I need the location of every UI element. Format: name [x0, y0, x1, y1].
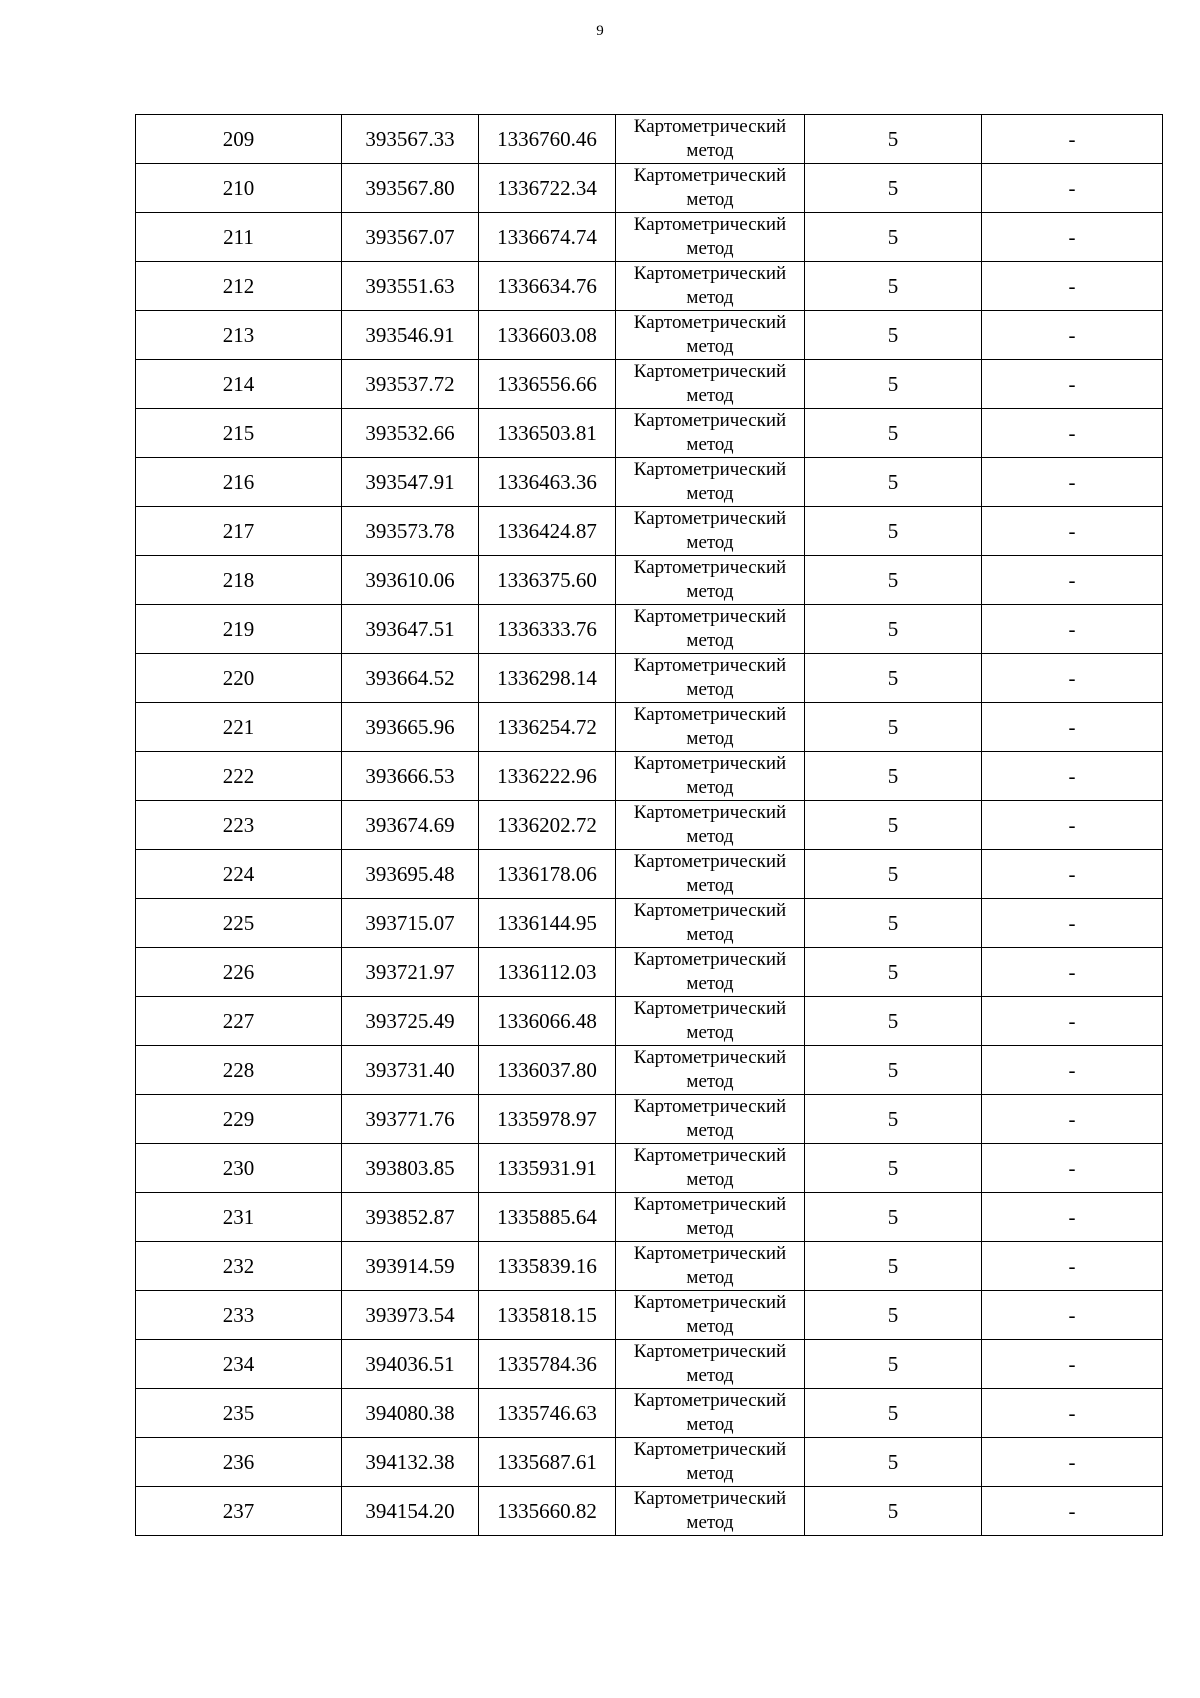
point-number-cell: 231 — [136, 1193, 342, 1242]
method-line-2: метод — [686, 189, 734, 210]
accuracy-cell: 5 — [805, 360, 982, 409]
method-line-1: Картометрический — [633, 1341, 787, 1362]
accuracy-cell: 5 — [805, 164, 982, 213]
x-coordinate-cell: 393715.07 — [342, 899, 479, 948]
y-coordinate-cell: 1336634.76 — [479, 262, 616, 311]
table-row — [136, 1242, 1163, 1291]
accuracy-cell: 5 — [805, 605, 982, 654]
x-coordinate-cell: 393803.85 — [342, 1144, 479, 1193]
table-row — [136, 458, 1163, 507]
method-cell — [616, 507, 805, 556]
method-line-2: метод — [686, 1365, 734, 1386]
accuracy-cell: 5 — [805, 1046, 982, 1095]
note-cell: - — [982, 801, 1163, 850]
note-cell: - — [982, 164, 1163, 213]
method-cell — [616, 409, 805, 458]
table-row — [136, 605, 1163, 654]
method-line-1: Картометрический — [633, 165, 787, 186]
table-row — [136, 1144, 1163, 1193]
method-line-2: метод — [686, 777, 734, 798]
method-line-2: метод — [686, 336, 734, 357]
accuracy-cell: 5 — [805, 899, 982, 948]
accuracy-cell: 5 — [805, 409, 982, 458]
method-cell — [616, 556, 805, 605]
method-cell — [616, 997, 805, 1046]
method-line-1: Картометрический — [633, 1194, 787, 1215]
y-coordinate-cell: 1336760.46 — [479, 115, 616, 164]
point-number-cell: 213 — [136, 311, 342, 360]
table-row — [136, 115, 1163, 164]
note-cell: - — [982, 1438, 1163, 1487]
method-cell — [616, 458, 805, 507]
accuracy-cell: 5 — [805, 1144, 982, 1193]
y-coordinate-cell: 1336424.87 — [479, 507, 616, 556]
note-cell: - — [982, 458, 1163, 507]
method-cell — [616, 262, 805, 311]
method-line-1: Картометрический — [633, 1439, 787, 1460]
method-line-1: Картометрический — [633, 1390, 787, 1411]
point-number-cell: 225 — [136, 899, 342, 948]
method-line-1: Картометрический — [633, 312, 787, 333]
table-row — [136, 262, 1163, 311]
x-coordinate-cell: 393546.91 — [342, 311, 479, 360]
method-line-1: Картометрический — [633, 851, 787, 872]
method-cell — [616, 1340, 805, 1389]
y-coordinate-cell: 1336178.06 — [479, 850, 616, 899]
note-cell: - — [982, 1144, 1163, 1193]
method-line-2: метод — [686, 238, 734, 259]
method-line-2: метод — [686, 287, 734, 308]
method-line-1: Картометрический — [633, 1096, 787, 1117]
method-line-1: Картометрический — [633, 557, 787, 578]
y-coordinate-cell: 1336603.08 — [479, 311, 616, 360]
y-coordinate-cell: 1335687.61 — [479, 1438, 616, 1487]
method-cell — [616, 1144, 805, 1193]
method-line-2: метод — [686, 1218, 734, 1239]
point-number-cell: 211 — [136, 213, 342, 262]
method-line-2: метод — [686, 581, 734, 602]
accuracy-cell: 5 — [805, 752, 982, 801]
method-cell — [616, 654, 805, 703]
point-number-cell: 230 — [136, 1144, 342, 1193]
y-coordinate-cell: 1335978.97 — [479, 1095, 616, 1144]
y-coordinate-cell: 1336463.36 — [479, 458, 616, 507]
point-number-cell: 218 — [136, 556, 342, 605]
table-row — [136, 703, 1163, 752]
method-line-1: Картометрический — [633, 900, 787, 921]
method-line-1: Картометрический — [633, 655, 787, 676]
method-line-2: метод — [686, 1316, 734, 1337]
note-cell: - — [982, 1389, 1163, 1438]
method-line-1: Картометрический — [633, 1292, 787, 1313]
x-coordinate-cell: 394080.38 — [342, 1389, 479, 1438]
method-cell — [616, 752, 805, 801]
point-number-cell: 216 — [136, 458, 342, 507]
accuracy-cell: 5 — [805, 458, 982, 507]
x-coordinate-cell: 394132.38 — [342, 1438, 479, 1487]
method-cell — [616, 1291, 805, 1340]
x-coordinate-cell: 393674.69 — [342, 801, 479, 850]
x-coordinate-cell: 394036.51 — [342, 1340, 479, 1389]
method-cell — [616, 605, 805, 654]
note-cell: - — [982, 1487, 1163, 1536]
method-cell — [616, 360, 805, 409]
y-coordinate-cell: 1336254.72 — [479, 703, 616, 752]
point-number-cell: 222 — [136, 752, 342, 801]
method-line-1: Картометрический — [633, 1145, 787, 1166]
y-coordinate-cell: 1336556.66 — [479, 360, 616, 409]
table-row — [136, 1389, 1163, 1438]
y-coordinate-cell: 1336112.03 — [479, 948, 616, 997]
x-coordinate-cell: 393532.66 — [342, 409, 479, 458]
method-cell — [616, 948, 805, 997]
method-cell — [616, 899, 805, 948]
coordinates-table — [135, 114, 1163, 1536]
note-cell: - — [982, 752, 1163, 801]
y-coordinate-cell: 1336333.76 — [479, 605, 616, 654]
point-number-cell: 234 — [136, 1340, 342, 1389]
table-row — [136, 1487, 1163, 1536]
table-row — [136, 654, 1163, 703]
method-cell — [616, 801, 805, 850]
y-coordinate-cell: 1335746.63 — [479, 1389, 616, 1438]
method-cell — [616, 1095, 805, 1144]
note-cell: - — [982, 556, 1163, 605]
point-number-cell: 221 — [136, 703, 342, 752]
accuracy-cell: 5 — [805, 997, 982, 1046]
x-coordinate-cell: 393647.51 — [342, 605, 479, 654]
note-cell: - — [982, 948, 1163, 997]
accuracy-cell: 5 — [805, 1340, 982, 1389]
method-line-2: метод — [686, 1267, 734, 1288]
table-row — [136, 409, 1163, 458]
method-line-2: метод — [686, 973, 734, 994]
note-cell: - — [982, 1242, 1163, 1291]
method-line-2: метод — [686, 1414, 734, 1435]
method-line-2: метод — [686, 679, 734, 700]
y-coordinate-cell: 1336674.74 — [479, 213, 616, 262]
accuracy-cell: 5 — [805, 801, 982, 850]
accuracy-cell: 5 — [805, 1193, 982, 1242]
point-number-cell: 223 — [136, 801, 342, 850]
point-number-cell: 232 — [136, 1242, 342, 1291]
x-coordinate-cell: 393973.54 — [342, 1291, 479, 1340]
method-cell — [616, 1193, 805, 1242]
y-coordinate-cell: 1335660.82 — [479, 1487, 616, 1536]
method-line-2: метод — [686, 532, 734, 553]
accuracy-cell: 5 — [805, 556, 982, 605]
y-coordinate-cell: 1335931.91 — [479, 1144, 616, 1193]
note-cell: - — [982, 997, 1163, 1046]
x-coordinate-cell: 393573.78 — [342, 507, 479, 556]
y-coordinate-cell: 1336722.34 — [479, 164, 616, 213]
y-coordinate-cell: 1336503.81 — [479, 409, 616, 458]
x-coordinate-cell: 393852.87 — [342, 1193, 479, 1242]
accuracy-cell: 5 — [805, 1242, 982, 1291]
accuracy-cell: 5 — [805, 1389, 982, 1438]
y-coordinate-cell: 1336144.95 — [479, 899, 616, 948]
method-line-1: Картометрический — [633, 704, 787, 725]
table-row — [136, 899, 1163, 948]
table-row — [136, 850, 1163, 899]
y-coordinate-cell: 1335818.15 — [479, 1291, 616, 1340]
accuracy-cell: 5 — [805, 1095, 982, 1144]
y-coordinate-cell: 1336202.72 — [479, 801, 616, 850]
x-coordinate-cell: 393664.52 — [342, 654, 479, 703]
table-row — [136, 752, 1163, 801]
note-cell: - — [982, 409, 1163, 458]
accuracy-cell: 5 — [805, 948, 982, 997]
method-line-2: метод — [686, 1169, 734, 1190]
method-cell — [616, 703, 805, 752]
y-coordinate-cell: 1336298.14 — [479, 654, 616, 703]
point-number-cell: 214 — [136, 360, 342, 409]
method-cell — [616, 1389, 805, 1438]
method-line-1: Картометрический — [633, 263, 787, 284]
table-row — [136, 1438, 1163, 1487]
x-coordinate-cell: 393567.80 — [342, 164, 479, 213]
method-line-2: метод — [686, 483, 734, 504]
method-line-2: метод — [686, 1512, 734, 1533]
method-cell — [616, 1046, 805, 1095]
table-row — [136, 801, 1163, 850]
point-number-cell: 220 — [136, 654, 342, 703]
table-row — [136, 997, 1163, 1046]
table-row — [136, 1193, 1163, 1242]
point-number-cell: 236 — [136, 1438, 342, 1487]
x-coordinate-cell: 393665.96 — [342, 703, 479, 752]
point-number-cell: 210 — [136, 164, 342, 213]
y-coordinate-cell: 1336037.80 — [479, 1046, 616, 1095]
method-line-1: Картометрический — [633, 410, 787, 431]
table-row — [136, 311, 1163, 360]
method-cell — [616, 213, 805, 262]
accuracy-cell: 5 — [805, 850, 982, 899]
method-line-2: метод — [686, 1022, 734, 1043]
note-cell: - — [982, 654, 1163, 703]
method-cell — [616, 850, 805, 899]
note-cell: - — [982, 1291, 1163, 1340]
x-coordinate-cell: 393695.48 — [342, 850, 479, 899]
x-coordinate-cell: 394154.20 — [342, 1487, 479, 1536]
method-line-1: Картометрический — [633, 459, 787, 480]
point-number-cell: 237 — [136, 1487, 342, 1536]
x-coordinate-cell: 393771.76 — [342, 1095, 479, 1144]
accuracy-cell: 5 — [805, 115, 982, 164]
table-row — [136, 1340, 1163, 1389]
table-row — [136, 360, 1163, 409]
table-row — [136, 1095, 1163, 1144]
accuracy-cell: 5 — [805, 1291, 982, 1340]
point-number-cell: 224 — [136, 850, 342, 899]
method-line-2: метод — [686, 1463, 734, 1484]
point-number-cell: 219 — [136, 605, 342, 654]
method-line-1: Картометрический — [633, 214, 787, 235]
method-line-1: Картометрический — [633, 998, 787, 1019]
point-number-cell: 235 — [136, 1389, 342, 1438]
x-coordinate-cell: 393567.33 — [342, 115, 479, 164]
accuracy-cell: 5 — [805, 262, 982, 311]
x-coordinate-cell: 393731.40 — [342, 1046, 479, 1095]
note-cell: - — [982, 115, 1163, 164]
note-cell: - — [982, 311, 1163, 360]
method-line-2: метод — [686, 434, 734, 455]
accuracy-cell: 5 — [805, 703, 982, 752]
method-cell — [616, 1487, 805, 1536]
note-cell: - — [982, 262, 1163, 311]
table-row — [136, 948, 1163, 997]
y-coordinate-cell: 1335784.36 — [479, 1340, 616, 1389]
table-row — [136, 1291, 1163, 1340]
x-coordinate-cell: 393551.63 — [342, 262, 479, 311]
accuracy-cell: 5 — [805, 1438, 982, 1487]
note-cell: - — [982, 703, 1163, 752]
note-cell: - — [982, 1193, 1163, 1242]
note-cell: - — [982, 1095, 1163, 1144]
note-cell: - — [982, 850, 1163, 899]
accuracy-cell: 5 — [805, 311, 982, 360]
method-line-1: Картометрический — [633, 1047, 787, 1068]
accuracy-cell: 5 — [805, 654, 982, 703]
note-cell: - — [982, 1340, 1163, 1389]
x-coordinate-cell: 393721.97 — [342, 948, 479, 997]
method-cell — [616, 311, 805, 360]
y-coordinate-cell: 1336375.60 — [479, 556, 616, 605]
note-cell: - — [982, 605, 1163, 654]
coordinates-table-body — [136, 115, 1163, 1536]
y-coordinate-cell: 1336222.96 — [479, 752, 616, 801]
method-line-2: метод — [686, 924, 734, 945]
method-cell — [616, 115, 805, 164]
point-number-cell: 233 — [136, 1291, 342, 1340]
y-coordinate-cell: 1336066.48 — [479, 997, 616, 1046]
note-cell: - — [982, 360, 1163, 409]
point-number-cell: 226 — [136, 948, 342, 997]
method-line-2: метод — [686, 728, 734, 749]
method-line-1: Картометрический — [633, 802, 787, 823]
method-line-1: Картометрический — [633, 606, 787, 627]
x-coordinate-cell: 393547.91 — [342, 458, 479, 507]
method-line-2: метод — [686, 385, 734, 406]
accuracy-cell: 5 — [805, 213, 982, 262]
page-number: 9 — [596, 23, 604, 39]
note-cell: - — [982, 507, 1163, 556]
y-coordinate-cell: 1335839.16 — [479, 1242, 616, 1291]
method-line-2: метод — [686, 1071, 734, 1092]
method-line-2: метод — [686, 140, 734, 161]
method-cell — [616, 164, 805, 213]
accuracy-cell: 5 — [805, 507, 982, 556]
method-line-1: Картометрический — [633, 508, 787, 529]
method-line-1: Картометрический — [633, 116, 787, 137]
point-number-cell: 215 — [136, 409, 342, 458]
table-row — [136, 164, 1163, 213]
method-line-2: метод — [686, 1120, 734, 1141]
x-coordinate-cell: 393725.49 — [342, 997, 479, 1046]
x-coordinate-cell: 393914.59 — [342, 1242, 479, 1291]
point-number-cell: 212 — [136, 262, 342, 311]
method-line-1: Картометрический — [633, 1243, 787, 1264]
point-number-cell: 228 — [136, 1046, 342, 1095]
method-line-1: Картометрический — [633, 753, 787, 774]
table-row — [136, 213, 1163, 262]
y-coordinate-cell: 1335885.64 — [479, 1193, 616, 1242]
method-line-2: метод — [686, 826, 734, 847]
table-row — [136, 1046, 1163, 1095]
x-coordinate-cell: 393537.72 — [342, 360, 479, 409]
note-cell: - — [982, 899, 1163, 948]
method-line-2: метод — [686, 875, 734, 896]
method-line-1: Картометрический — [633, 1488, 787, 1509]
method-cell — [616, 1242, 805, 1291]
table-row — [136, 556, 1163, 605]
method-cell — [616, 1438, 805, 1487]
method-line-1: Картометрический — [633, 949, 787, 970]
x-coordinate-cell: 393666.53 — [342, 752, 479, 801]
method-line-1: Картометрический — [633, 361, 787, 382]
point-number-cell: 227 — [136, 997, 342, 1046]
note-cell: - — [982, 1046, 1163, 1095]
point-number-cell: 209 — [136, 115, 342, 164]
point-number-cell: 229 — [136, 1095, 342, 1144]
note-cell: - — [982, 213, 1163, 262]
method-line-2: метод — [686, 630, 734, 651]
table-row — [136, 507, 1163, 556]
x-coordinate-cell: 393567.07 — [342, 213, 479, 262]
x-coordinate-cell: 393610.06 — [342, 556, 479, 605]
point-number-cell: 217 — [136, 507, 342, 556]
accuracy-cell: 5 — [805, 1487, 982, 1536]
